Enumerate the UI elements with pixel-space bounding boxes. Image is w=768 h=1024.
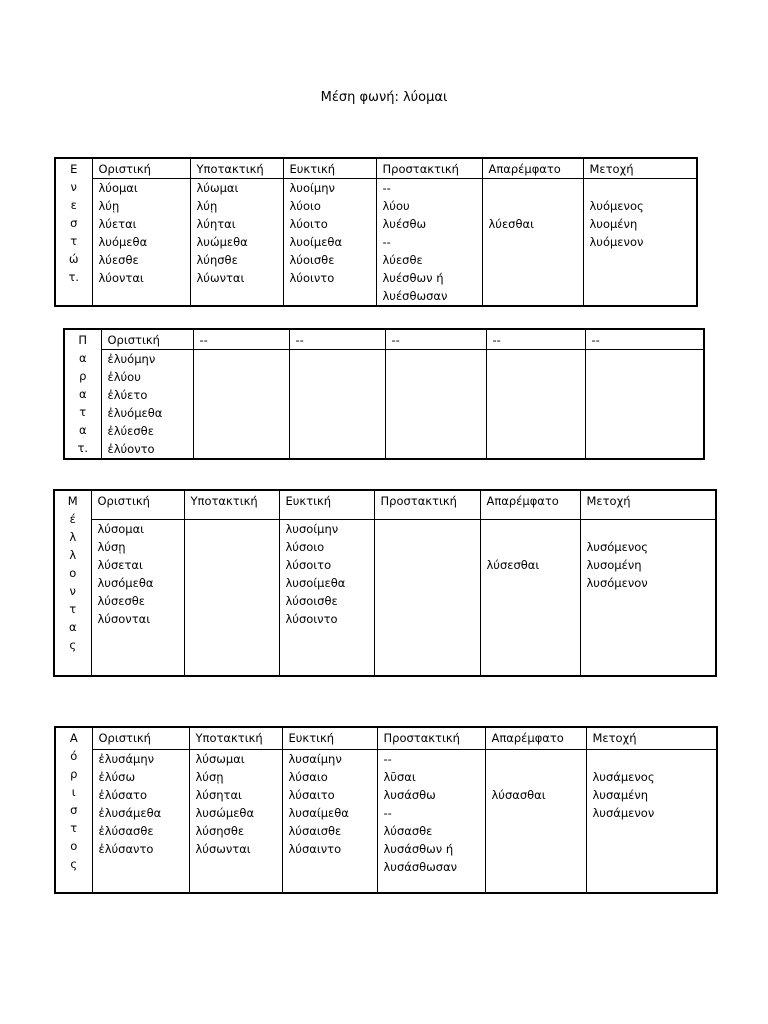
form-column <box>377 750 485 893</box>
tense-letter: Π <box>78 333 88 347</box>
form-column <box>486 350 585 460</box>
tense-letter: ς <box>70 857 78 871</box>
verb-form: λυσάσθωσαν <box>383 860 458 875</box>
verb-form: ἐλύσαντο <box>98 842 154 857</box>
column-header: Ευκτική <box>282 727 377 750</box>
verb-form: λύσαισθε <box>288 824 342 839</box>
column-header: Προστακτική <box>377 727 485 750</box>
verb-form: λυσαμένη <box>592 788 649 803</box>
verb-form: λυσώμεθα <box>195 806 255 821</box>
verb-form: λυσόμενος <box>586 539 649 554</box>
tense-letter: τ <box>79 405 87 419</box>
column-header: -- <box>585 329 704 350</box>
column-header: Υποτακτική <box>184 490 279 519</box>
tense-letter: λ <box>69 530 77 544</box>
column-header: Μετοχή <box>586 727 717 750</box>
column-header: Υποτακτική <box>190 158 283 179</box>
verb-form: λυσάσθων ή <box>383 842 454 857</box>
tense-letter: τ. <box>77 441 89 455</box>
verb-form: ἐλύσασθε <box>98 824 154 839</box>
form-column <box>485 750 586 893</box>
form-column <box>193 350 289 460</box>
verb-form: λυοίμην <box>289 181 335 195</box>
verb-form: λύσεσθαι <box>486 557 540 572</box>
verb-form: -- <box>383 752 392 767</box>
verb-form <box>590 179 697 197</box>
form-column <box>279 519 374 676</box>
tense-label <box>55 158 92 306</box>
column-header: Απαρέμφατο <box>480 490 580 519</box>
tense-letter: τ <box>69 602 77 616</box>
tense-letter: Α <box>69 731 78 745</box>
tense-letter: ι <box>71 785 76 799</box>
verb-form: λυσάσθω <box>383 788 436 803</box>
tense-letter: σ <box>70 216 78 230</box>
form-column <box>91 519 184 676</box>
column-header: -- <box>486 329 585 350</box>
verb-form: λύησθε <box>196 253 238 267</box>
verb-form <box>487 538 580 556</box>
verb-form: λυέσθω <box>382 217 427 231</box>
page-title: Μέση φωνή: λύομαι <box>320 90 448 105</box>
form-column <box>585 350 704 460</box>
verb-form: ἐλύοντο <box>107 442 155 456</box>
verb-form: λύσαιντο <box>288 842 342 857</box>
verb-form: λυσοίμεθα <box>285 575 346 590</box>
verb-form: λύωνται <box>196 271 245 285</box>
column-header: -- <box>289 329 385 350</box>
verb-form: λύσονται <box>97 611 151 626</box>
verb-form: λύοιντο <box>289 271 335 285</box>
verb-form: λύσῃ <box>195 770 224 785</box>
verb-form: λύεσθαι <box>488 217 534 231</box>
column-header: Μετοχή <box>580 490 716 519</box>
verb-form: λυομένη <box>589 217 638 231</box>
verb-form: λύου <box>382 199 410 213</box>
form-column <box>374 519 480 676</box>
verb-form <box>492 768 586 786</box>
column-header: Μετοχή <box>583 158 697 179</box>
tense-label <box>64 329 101 459</box>
form-column <box>583 179 697 307</box>
column-header: Προστακτική <box>374 490 480 519</box>
verb-form: λύεσθε <box>382 253 423 267</box>
verb-form: λύσασθε <box>383 824 433 839</box>
tense-letter: α <box>78 423 87 437</box>
verb-form <box>489 197 583 215</box>
tense-label <box>55 727 92 893</box>
verb-form: λύσοιντο <box>285 611 338 626</box>
form-column <box>190 179 283 307</box>
verb-form <box>587 520 716 538</box>
verb-form: λυώμεθα <box>196 235 248 249</box>
tense-letter: τ <box>70 821 78 835</box>
form-column <box>101 350 193 460</box>
tense-letter: ς <box>69 638 77 652</box>
verb-form: λυσάμενος <box>592 770 655 785</box>
tense-letter: τ. <box>68 270 80 284</box>
tense-letter: λ <box>69 548 77 562</box>
column-header: -- <box>193 329 289 350</box>
verb-form: λύηται <box>196 217 236 231</box>
tense-letter: ρ <box>70 767 78 781</box>
verb-form: λυέσθωσαν <box>382 289 448 303</box>
future-tense-table <box>53 489 717 677</box>
verb-form: λύσαιο <box>288 770 328 785</box>
tense-letter: ε <box>70 198 77 212</box>
verb-form: ἐλύεσθε <box>107 424 154 438</box>
form-column <box>480 519 580 676</box>
verb-form: λύσῃ <box>97 539 126 554</box>
verb-form <box>489 179 583 197</box>
form-column <box>289 350 385 460</box>
verb-form: λύῃ <box>98 199 120 213</box>
column-header: Οριστική <box>101 329 193 350</box>
form-column <box>385 350 486 460</box>
imperfect-tense-table <box>63 328 705 460</box>
tense-letter: τ <box>70 234 78 248</box>
verb-form: λυοίμεθα <box>289 235 343 249</box>
verb-form: λύσηται <box>195 788 242 803</box>
verb-form: λύσασθαι <box>491 788 546 803</box>
verb-form: λυσοίμην <box>285 521 339 536</box>
column-header: Απαρέμφατο <box>485 727 586 750</box>
verb-form: -- <box>382 181 391 195</box>
tense-letter: Ε <box>70 162 78 176</box>
form-column <box>586 750 717 893</box>
column-header: Υποτακτική <box>189 727 282 750</box>
verb-form: λυσαίμεθα <box>288 806 349 821</box>
verb-form: λύῃ <box>196 199 218 213</box>
verb-form: ἐλύετο <box>107 388 148 402</box>
tense-letter: ο <box>70 839 78 853</box>
column-header: Προστακτική <box>376 158 482 179</box>
verb-form: λύσαιτο <box>288 788 335 803</box>
form-column <box>580 519 716 676</box>
verb-form: λυσαίμην <box>288 752 342 767</box>
verb-form <box>487 520 580 538</box>
verb-form: ἐλυσάμην <box>98 752 155 767</box>
verb-form: -- <box>383 806 392 821</box>
verb-form: λύσωμαι <box>195 752 245 767</box>
verb-form: λύωμαι <box>196 181 239 195</box>
verb-form: -- <box>382 235 391 249</box>
verb-form: ἐλύσατο <box>98 788 148 803</box>
tense-letter: ώ <box>68 252 79 266</box>
verb-form: λυσομένη <box>586 557 642 572</box>
verb-form: λύσεσθε <box>97 593 146 608</box>
verb-form: λυόμενον <box>589 235 644 249</box>
form-column <box>189 750 282 893</box>
column-header: Ευκτική <box>279 490 374 519</box>
verb-form: λύεται <box>98 217 137 231</box>
verb-form <box>593 750 717 768</box>
tense-letter: α <box>78 387 87 401</box>
tense-letter: ρ <box>79 369 87 383</box>
form-column <box>283 179 376 307</box>
verb-form: λύοισθε <box>289 253 335 267</box>
verb-form: λυσάμενον <box>592 806 655 821</box>
tense-letter: ν <box>70 180 77 194</box>
tense-letter: α <box>78 351 87 365</box>
verb-form: ἐλυόμεθα <box>107 406 163 420</box>
aorist-tense-table <box>54 726 718 894</box>
verb-form: λύοιο <box>289 199 321 213</box>
verb-form: λύσωνται <box>195 842 251 857</box>
verb-form: λύσομαι <box>97 521 145 536</box>
form-column <box>92 179 190 307</box>
tense-letter: σ <box>70 803 78 817</box>
tense-label <box>54 490 91 676</box>
verb-form: λυόμενος <box>589 199 644 213</box>
verb-form: λύονται <box>98 271 144 285</box>
verb-form <box>492 750 586 768</box>
tense-letter: έ <box>69 512 76 526</box>
tense-letter: ν <box>69 584 76 598</box>
column-header: Οριστική <box>91 490 184 519</box>
verb-form: λύοιτο <box>289 217 328 231</box>
verb-form: λύσεται <box>97 557 143 572</box>
verb-form: λυέσθων ή <box>382 271 444 285</box>
verb-form: λυσόμενον <box>586 575 648 590</box>
verb-form: λύομαι <box>98 181 138 195</box>
present-tense-table <box>54 157 698 307</box>
verb-form: λυόμεθα <box>98 235 148 249</box>
verb-form: λύσησθε <box>195 824 245 839</box>
tense-letter: α <box>68 620 77 634</box>
tense-letter: ο <box>69 566 77 580</box>
form-column <box>92 750 189 893</box>
verb-form: ἐλυσάμεθα <box>98 806 162 821</box>
verb-form: ἐλυόμην <box>107 352 156 366</box>
column-header: Οριστική <box>92 158 190 179</box>
verb-form: λύεσθε <box>98 253 139 267</box>
tense-letter: Μ <box>67 494 78 508</box>
column-header: Ευκτική <box>283 158 376 179</box>
verb-form: ἐλύσω <box>98 770 136 785</box>
form-column <box>482 179 583 307</box>
tense-letter: ό <box>70 749 78 763</box>
verb-form: λύσοιτο <box>285 557 332 572</box>
verb-form: λύσοισθε <box>285 593 338 608</box>
column-header: Απαρέμφατο <box>482 158 583 179</box>
verb-form: λυσόμεθα <box>97 575 154 590</box>
column-header: Οριστική <box>92 727 189 750</box>
verb-form: λῦσαι <box>383 770 416 785</box>
form-column <box>282 750 377 893</box>
verb-form: λύσοιο <box>285 539 325 554</box>
form-column <box>184 519 279 676</box>
verb-form: ἐλύου <box>107 370 141 384</box>
column-header: -- <box>385 329 486 350</box>
form-column <box>376 179 482 307</box>
